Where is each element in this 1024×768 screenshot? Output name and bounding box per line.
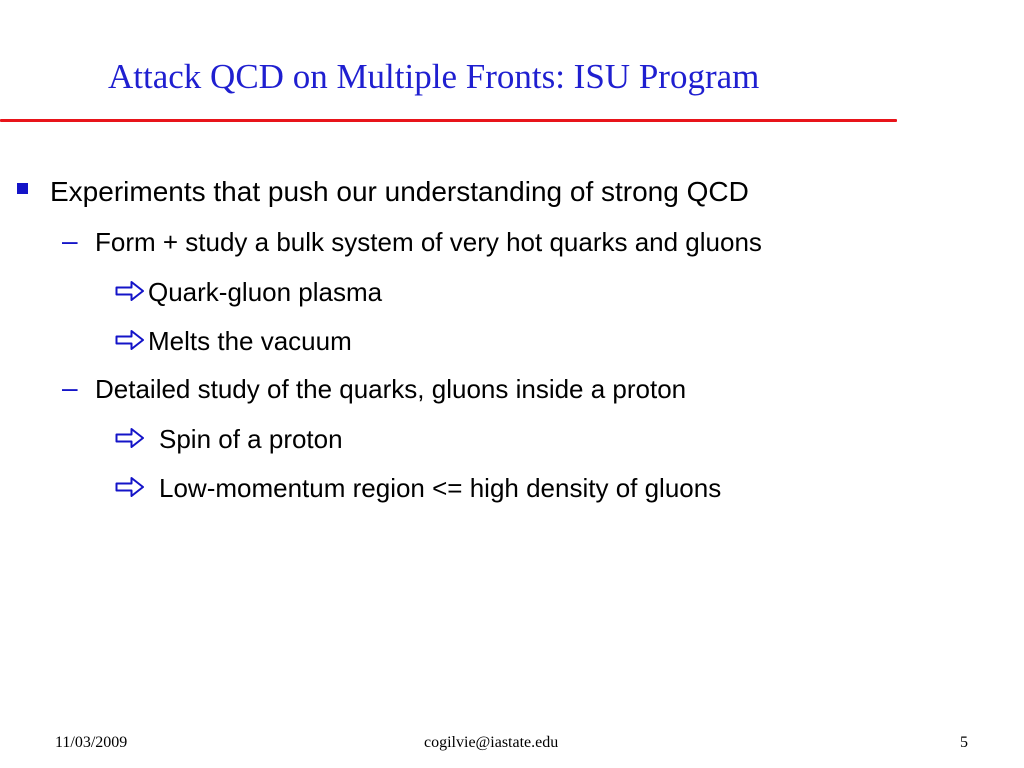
- bullet-level2: Form + study a bulk system of very hot quarks and gluons: [95, 227, 762, 257]
- footer-date: 11/03/2009: [55, 734, 128, 751]
- bullet-level2: Detailed study of the quarks, gluons inside a proton: [95, 374, 687, 404]
- dash-bullet-icon: –: [62, 372, 78, 403]
- dash-bullet-icon: –: [62, 225, 78, 256]
- title-divider: [0, 119, 897, 122]
- bullet-level1: Experiments that push our understanding of strong QCD: [50, 176, 749, 207]
- footer-email: cogilvie@iastate.edu: [424, 734, 559, 751]
- bullet-level3: Quark-gluon plasma: [148, 277, 383, 307]
- bullet-level3: Melts the vacuum: [148, 326, 352, 356]
- outline-arrow-icon: [115, 329, 145, 351]
- outline-arrow-icon: [115, 476, 145, 498]
- outline-arrow-icon: [115, 280, 145, 302]
- outline-arrow-icon: [115, 427, 145, 449]
- slide-title: Attack QCD on Multiple Fronts: ISU Program: [108, 57, 760, 96]
- footer-page-number: 5: [960, 734, 968, 751]
- bullet-level3: Spin of a proton: [159, 424, 343, 454]
- bullet-level3: Low-momentum region <= high density of gluons: [159, 473, 722, 503]
- square-bullet-icon: [17, 183, 28, 194]
